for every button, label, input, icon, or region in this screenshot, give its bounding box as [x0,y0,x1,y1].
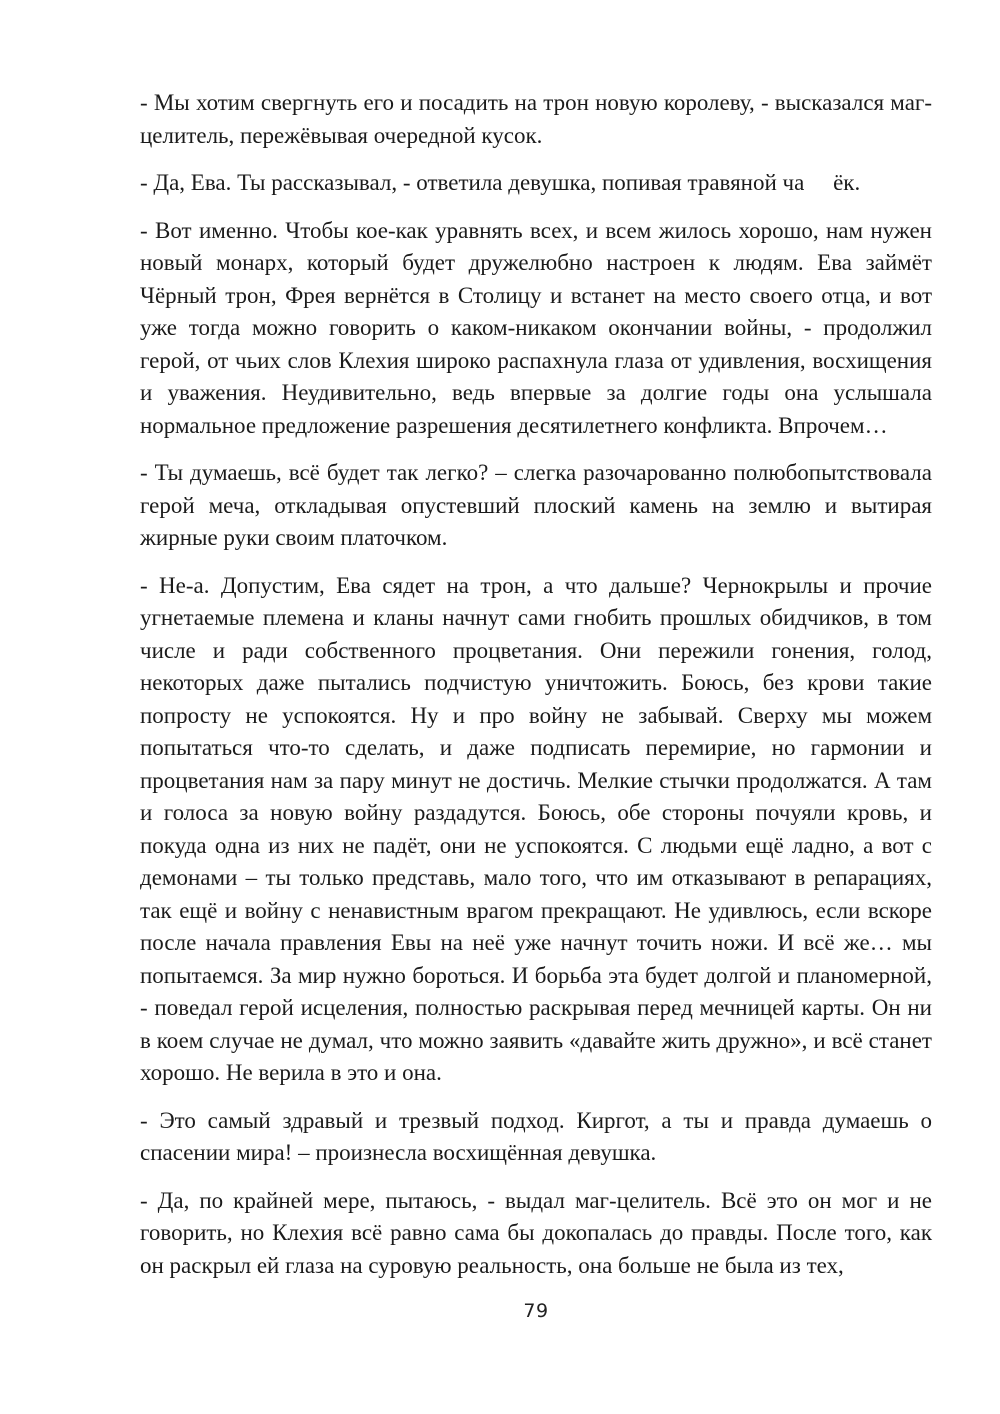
paragraph-7: - Да, по крайней мере, пытаюсь, - выдал маг-целитель. Всё это он мог и не говорить, но Клехия всё равно сама бы докопалась до правды. После того, как он раскрыл ей глаза на суровую реальность, она больше не была из тех, [140,1187,932,1278]
page-text-block [140,87,932,1297]
page-number: 79 [523,1300,549,1322]
paragraph-3: - Вот именно. Чтобы кое-как уравнять всех, и всем жилось хорошо, нам нужен новый монарх, который будет дружелюбно настроен к людям. Ева займёт Чёрный трон, Фрея вернётся в Столицу и встанет на место своего отца, и вот уже тогда можно говорить о каком-никаком окончании войны, - продолжил герой, от чьих слов Клехия широко распахнула глаза от удивления, восхищения и уважения. Неудивительно, ведь впервые за долгие годы она услышала нормальное предложение разрешения десятилетнего конфликта. Впрочем… [140,217,932,438]
paragraph-2: - Да, Ева. Ты рассказывал, - ответила девушка, попивая травяной ча ёк. [140,170,861,195]
paragraph-5: - Не-а. Допустим, Ева сядет на трон, а что дальше? Чернокрылы и прочие угнетаемые племена и кланы начнут сами гнобить прошлых обидчиков, в том числе и ради собственного процветания. Они пережили гонения, голод, некоторых даже пытались подчистую уничтожить. Боюсь, без крови такие попросту не успокоятся. Ну и про войну не забывай. Сверху мы можем попытаться что-то сделать, и даже подписать перемирие, но гармонии и процветания нам за пару минут не достичь. Мелкие стычки продолжатся. А там и голоса за новую войну раздадутся. Боюсь, обе стороны почуяли кровь, и покуда одна из них не падёт, они не успокоятся. С людьми ещё ладно, а вот с демонами – ты только представь, мало того, что им отказывают в репарациях, так ещё и войну с ненавистным врагом прекращают. Не удивлюсь, если вскоре после начала правления Евы на неё уже начнут точить ножи. И всё же… мы попытаемся. За мир нужно бороться. И борьба эта будет долгой и планомерной, - поведал герой исцеления, полностью раскрывая перед мечницей карты. Он ни в коем случае не думал, что можно заявить «давайте жить дружно», и всё станет хорошо. Не верила в это и она. [140,572,932,1085]
paragraph-1: - Мы хотим свергнуть его и посадить на трон новую королеву, - высказался маг-целитель, пережёвывая очередной кусок. [140,90,932,148]
paragraph-6: - Это самый здравый и трезвый подход. Киргот, а ты и правда думаешь о спасении мира! – произнесла восхищённая девушка. [140,1107,932,1165]
paragraph-4: - Ты думаешь, всё будет так легко? – слегка разочарованно полюбопытствовала герой меча, откладывая опустевший плоский камень на землю и вытирая жирные руки своим платочком. [140,460,932,550]
